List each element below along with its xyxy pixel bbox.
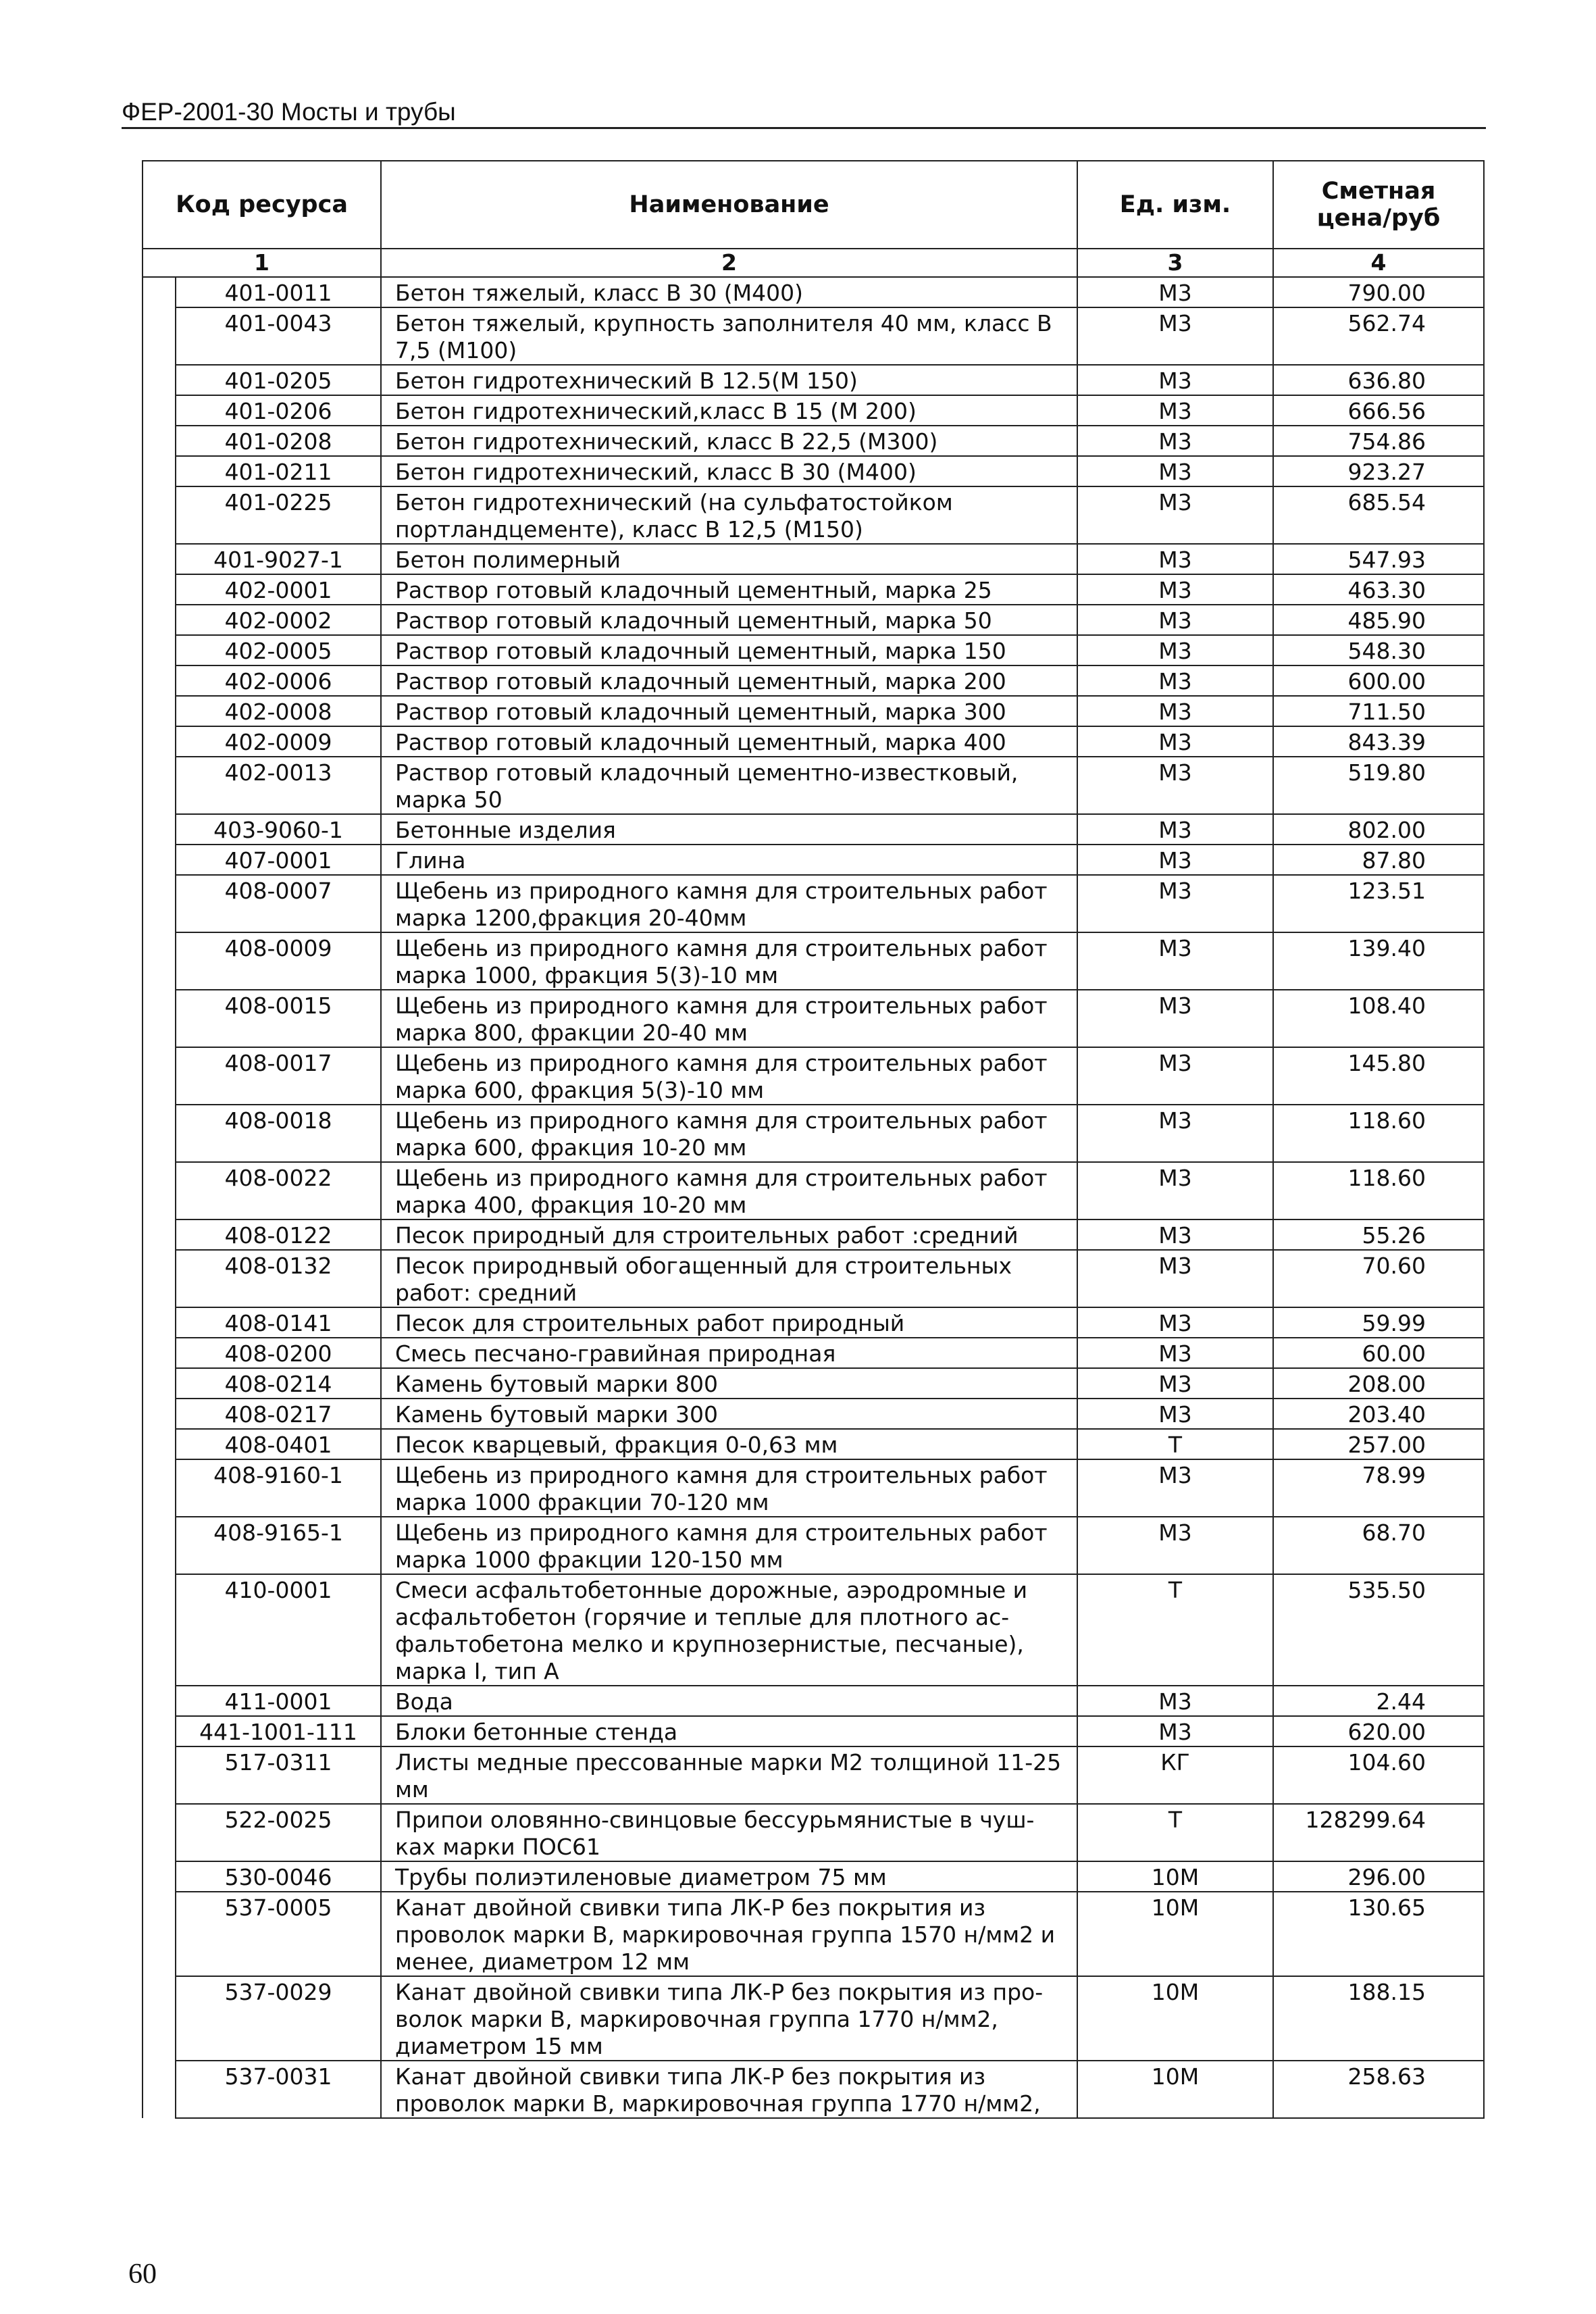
resource-price: 923.27 xyxy=(1273,456,1484,486)
row-margin-cell xyxy=(143,990,176,1047)
resource-unit: М3 xyxy=(1077,456,1273,486)
resource-price: 59.99 xyxy=(1273,1307,1484,1338)
row-margin-cell xyxy=(143,1976,176,2061)
resource-unit: М3 xyxy=(1077,635,1273,665)
row-margin-cell xyxy=(143,605,176,635)
resource-code: 410-0001 xyxy=(176,1574,381,1686)
table-row xyxy=(143,696,1484,726)
resource-unit: 10М xyxy=(1077,1976,1273,2061)
resource-unit: М3 xyxy=(1077,814,1273,845)
table-row xyxy=(143,814,1484,845)
row-margin-cell xyxy=(143,544,176,574)
resource-unit: М3 xyxy=(1077,726,1273,757)
resource-name: Глина xyxy=(381,845,1077,875)
resource-code: 401-0211 xyxy=(176,456,381,486)
table-row xyxy=(143,277,1484,307)
resource-price: 519.80 xyxy=(1273,757,1484,814)
resource-code: 408-0214 xyxy=(176,1368,381,1399)
column-number-4: 4 xyxy=(1273,249,1484,277)
resource-code: 402-0005 xyxy=(176,635,381,665)
resource-price: 562.74 xyxy=(1273,307,1484,365)
resource-price: 145.80 xyxy=(1273,1047,1484,1105)
resource-name: Раствор готовый кладочный цементно-известковый, марка 50 xyxy=(381,757,1077,814)
resource-name: Щебень из природного камня для строительных работ марка 600, фракция 10-20 мм xyxy=(381,1105,1077,1162)
resource-price: 2.44 xyxy=(1273,1686,1484,1716)
row-margin-cell xyxy=(143,665,176,696)
row-margin-cell xyxy=(143,307,176,365)
table-row xyxy=(143,2061,1484,2118)
row-margin-cell xyxy=(143,1517,176,1574)
resource-name: Канат двойной свивки типа ЛК-Р без покрытия из проволок марки В, маркировочная группа 1570 н/мм2 и менее, диаметром 12 мм xyxy=(381,1892,1077,1976)
resource-price: 296.00 xyxy=(1273,1861,1484,1892)
table-row xyxy=(143,1429,1484,1459)
table-row xyxy=(143,1368,1484,1399)
resource-unit: М3 xyxy=(1077,426,1273,456)
resource-name: Вода xyxy=(381,1686,1077,1716)
table-header-row xyxy=(143,161,1484,249)
table-row xyxy=(143,574,1484,605)
row-margin-cell xyxy=(143,1219,176,1250)
resource-code: 402-0001 xyxy=(176,574,381,605)
row-margin-cell xyxy=(143,1047,176,1105)
resource-name: Щебень из природного камня для строительных работ марка 600, фракция 5(3)-10 мм xyxy=(381,1047,1077,1105)
resource-name: Щебень из природного камня для строительных работ марка 400, фракция 10-20 мм xyxy=(381,1162,1077,1219)
resource-name: Бетон тяжелый, крупность заполнителя 40 мм, класс В 7,5 (М100) xyxy=(381,307,1077,365)
resource-name: Канат двойной свивки типа ЛК-Р без покрытия из проволок марки В, маркировочная группа 1770 н/мм2, xyxy=(381,2061,1077,2118)
table-row xyxy=(143,757,1484,814)
table-row xyxy=(143,365,1484,395)
table-row xyxy=(143,845,1484,875)
resource-name: Бетон гидротехнический, класс В 22,5 (М300) xyxy=(381,426,1077,456)
resource-table xyxy=(142,160,1483,2119)
resource-name: Раствор готовый кладочный цементный, марка 400 xyxy=(381,726,1077,757)
resource-unit: М3 xyxy=(1077,1517,1273,1574)
table-row xyxy=(143,307,1484,365)
resource-name: Щебень из природного камня для строительных работ марка 800, фракции 20-40 мм xyxy=(381,990,1077,1047)
resource-code: 408-0401 xyxy=(176,1429,381,1459)
resource-code: 402-0013 xyxy=(176,757,381,814)
resource-code: 401-0043 xyxy=(176,307,381,365)
table-row xyxy=(143,932,1484,990)
table-row xyxy=(143,635,1484,665)
resource-price: 139.40 xyxy=(1273,932,1484,990)
resource-unit: М3 xyxy=(1077,277,1273,307)
resource-code: 408-0017 xyxy=(176,1047,381,1105)
table-row xyxy=(143,1686,1484,1716)
table-row xyxy=(143,1338,1484,1368)
row-margin-cell xyxy=(143,1746,176,1804)
resource-unit: М3 xyxy=(1077,1338,1273,1368)
table-row xyxy=(143,605,1484,635)
resource-price: 754.86 xyxy=(1273,426,1484,456)
page-header: ФЕР-2001-30 Мосты и трубы xyxy=(122,99,1486,129)
resource-price: 548.30 xyxy=(1273,635,1484,665)
resource-unit: М3 xyxy=(1077,696,1273,726)
resource-code: 402-0002 xyxy=(176,605,381,635)
resource-unit: М3 xyxy=(1077,757,1273,814)
resource-unit: М3 xyxy=(1077,1459,1273,1517)
resource-price: 843.39 xyxy=(1273,726,1484,757)
resource-unit: М3 xyxy=(1077,544,1273,574)
resource-name: Песок для строительных работ природный xyxy=(381,1307,1077,1338)
row-margin-cell xyxy=(143,2061,176,2118)
row-margin-cell xyxy=(143,696,176,726)
table-row xyxy=(143,456,1484,486)
resource-unit: М3 xyxy=(1077,1716,1273,1746)
resource-code: 537-0031 xyxy=(176,2061,381,2118)
resource-code: 401-9027-1 xyxy=(176,544,381,574)
resource-unit: М3 xyxy=(1077,990,1273,1047)
resource-name: Песок природнвый обогащенный для строительных работ: средний xyxy=(381,1250,1077,1307)
resource-unit: М3 xyxy=(1077,1686,1273,1716)
column-number-1: 1 xyxy=(143,249,381,277)
resource-name: Щебень из природного камня для строительных работ марка 1000, фракция 5(3)-10 мм xyxy=(381,932,1077,990)
resource-price: 128299.64 xyxy=(1273,1804,1484,1861)
resource-price: 600.00 xyxy=(1273,665,1484,696)
resource-unit: 10М xyxy=(1077,1892,1273,1976)
resource-price: 802.00 xyxy=(1273,814,1484,845)
resource-code: 408-0200 xyxy=(176,1338,381,1368)
resource-price: 711.50 xyxy=(1273,696,1484,726)
resource-unit: 10М xyxy=(1077,1861,1273,1892)
resource-code: 401-0208 xyxy=(176,426,381,456)
resource-code: 530-0046 xyxy=(176,1861,381,1892)
resource-name: Бетон тяжелый, класс В 30 (М400) xyxy=(381,277,1077,307)
row-margin-cell xyxy=(143,456,176,486)
resource-unit: М3 xyxy=(1077,1307,1273,1338)
row-margin-cell xyxy=(143,1861,176,1892)
row-margin-cell xyxy=(143,365,176,395)
table-row xyxy=(143,426,1484,456)
column-header-price-text: Сметная цена/руб xyxy=(1316,178,1441,232)
resource-price: 203.40 xyxy=(1273,1399,1484,1429)
resource-name: Камень бутовый марки 300 xyxy=(381,1399,1077,1429)
resource-code: 408-0015 xyxy=(176,990,381,1047)
row-margin-cell xyxy=(143,277,176,307)
row-margin-cell xyxy=(143,486,176,544)
resource-unit: М3 xyxy=(1077,1250,1273,1307)
resource-name: Раствор готовый кладочный цементный, марка 150 xyxy=(381,635,1077,665)
resource-code: 522-0025 xyxy=(176,1804,381,1861)
resource-code: 402-0008 xyxy=(176,696,381,726)
resource-unit: Т xyxy=(1077,1574,1273,1686)
table-row xyxy=(143,544,1484,574)
table-row xyxy=(143,1399,1484,1429)
resource-code: 537-0029 xyxy=(176,1976,381,2061)
resource-name: Смеси асфальтобетонные дорожные, аэродромные и асфальтобетон (горячие и теплые для плотного ас-фальтобетона мелко и крупнозернистые, песчаные), марка I, тип А xyxy=(381,1574,1077,1686)
resource-code: 403-9060-1 xyxy=(176,814,381,845)
resource-unit: М3 xyxy=(1077,1047,1273,1105)
resource-price: 55.26 xyxy=(1273,1219,1484,1250)
row-margin-cell xyxy=(143,635,176,665)
table-row xyxy=(143,726,1484,757)
resource-code: 408-0009 xyxy=(176,932,381,990)
resource-price: 70.60 xyxy=(1273,1250,1484,1307)
table-row xyxy=(143,1574,1484,1686)
resource-price: 188.15 xyxy=(1273,1976,1484,2061)
resource-price: 790.00 xyxy=(1273,277,1484,307)
resource-code: 408-0018 xyxy=(176,1105,381,1162)
resource-price: 685.54 xyxy=(1273,486,1484,544)
row-margin-cell xyxy=(143,574,176,605)
resource-unit: М3 xyxy=(1077,665,1273,696)
resource-price: 123.51 xyxy=(1273,875,1484,932)
table-row xyxy=(143,875,1484,932)
table-row xyxy=(143,1892,1484,1976)
row-margin-cell xyxy=(143,1429,176,1459)
resource-unit: М3 xyxy=(1077,1399,1273,1429)
resource-name: Бетон полимерный xyxy=(381,544,1077,574)
resource-unit: М3 xyxy=(1077,486,1273,544)
resource-code: 408-0022 xyxy=(176,1162,381,1219)
resource-price: 130.65 xyxy=(1273,1892,1484,1976)
resource-price: 108.40 xyxy=(1273,990,1484,1047)
resource-name: Бетон гидротехнический,класс В 15 (М 200) xyxy=(381,395,1077,426)
resource-code: 401-0205 xyxy=(176,365,381,395)
row-margin-cell xyxy=(143,1338,176,1368)
row-margin-cell xyxy=(143,1459,176,1517)
resource-name: Трубы полиэтиленовые диаметром 75 мм xyxy=(381,1861,1077,1892)
resource-name: Щебень из природного камня для строительных работ марка 1200,фракция 20-40мм xyxy=(381,875,1077,932)
table-row xyxy=(143,665,1484,696)
table-row xyxy=(143,1307,1484,1338)
resource-unit: КГ xyxy=(1077,1746,1273,1804)
resource-price: 620.00 xyxy=(1273,1716,1484,1746)
table-row xyxy=(143,1250,1484,1307)
resource-name: Щебень из природного камня для строительных работ марка 1000 фракции 120-150 мм xyxy=(381,1517,1077,1574)
resource-unit: М3 xyxy=(1077,395,1273,426)
row-margin-cell xyxy=(143,1105,176,1162)
resource-price: 87.80 xyxy=(1273,845,1484,875)
table-row xyxy=(143,1105,1484,1162)
resource-unit: М3 xyxy=(1077,365,1273,395)
row-margin-cell xyxy=(143,1368,176,1399)
column-number-row xyxy=(143,249,1484,277)
resource-code: 408-0141 xyxy=(176,1307,381,1338)
resource-code: 408-9160-1 xyxy=(176,1459,381,1517)
resource-name: Бетонные изделия xyxy=(381,814,1077,845)
column-number-3: 3 xyxy=(1077,249,1273,277)
resource-price: 485.90 xyxy=(1273,605,1484,635)
row-margin-cell xyxy=(143,1686,176,1716)
resource-code: 401-0225 xyxy=(176,486,381,544)
resource-code: 408-0007 xyxy=(176,875,381,932)
resource-price: 547.93 xyxy=(1273,544,1484,574)
resource-code: 401-0011 xyxy=(176,277,381,307)
resource-unit: М3 xyxy=(1077,932,1273,990)
column-header-code: Код ресурса xyxy=(143,161,381,249)
column-header-unit: Ед. изм. xyxy=(1077,161,1273,249)
table-row xyxy=(143,990,1484,1047)
resource-unit: 10М xyxy=(1077,2061,1273,2118)
column-number-2: 2 xyxy=(381,249,1077,277)
resource-name: Песок природный для строительных работ :средний xyxy=(381,1219,1077,1250)
resource-code: 402-0006 xyxy=(176,665,381,696)
table-row xyxy=(143,1746,1484,1804)
resource-unit: М3 xyxy=(1077,1219,1273,1250)
resource-code: 401-0206 xyxy=(176,395,381,426)
resource-price: 68.70 xyxy=(1273,1517,1484,1574)
resource-name: Блоки бетонные стенда xyxy=(381,1716,1077,1746)
row-margin-cell xyxy=(143,757,176,814)
table-row xyxy=(143,395,1484,426)
row-margin-cell xyxy=(143,726,176,757)
resource-name: Щебень из природного камня для строительных работ марка 1000 фракции 70-120 мм xyxy=(381,1459,1077,1517)
table-row xyxy=(143,1517,1484,1574)
resource-name: Припои оловянно-свинцовые бессурьмянистые в чуш-ках марки ПОС61 xyxy=(381,1804,1077,1861)
resource-price: 666.56 xyxy=(1273,395,1484,426)
resource-code: 407-0001 xyxy=(176,845,381,875)
row-margin-cell xyxy=(143,1307,176,1338)
table-row xyxy=(143,486,1484,544)
resource-name: Бетон гидротехнический В 12.5(М 150) xyxy=(381,365,1077,395)
resource-price: 78.99 xyxy=(1273,1459,1484,1517)
row-margin-cell xyxy=(143,845,176,875)
row-margin-cell xyxy=(143,1250,176,1307)
resource-price: 104.60 xyxy=(1273,1746,1484,1804)
resource-name: Камень бутовый марки 800 xyxy=(381,1368,1077,1399)
table-row xyxy=(143,1162,1484,1219)
resource-price: 208.00 xyxy=(1273,1368,1484,1399)
page-number: 60 xyxy=(128,2259,157,2290)
row-margin-cell xyxy=(143,1892,176,1976)
resource-price: 463.30 xyxy=(1273,574,1484,605)
resource-unit: М3 xyxy=(1077,1105,1273,1162)
resource-name: Раствор готовый кладочный цементный, марка 25 xyxy=(381,574,1077,605)
table-row xyxy=(143,1219,1484,1250)
row-margin-cell xyxy=(143,1162,176,1219)
row-margin-cell xyxy=(143,1574,176,1686)
resource-name: Бетон гидротехнический, класс В 30 (М400) xyxy=(381,456,1077,486)
resource-code: 402-0009 xyxy=(176,726,381,757)
resource-name: Раствор готовый кладочный цементный, марка 300 xyxy=(381,696,1077,726)
row-margin-cell xyxy=(143,814,176,845)
row-margin-cell xyxy=(143,875,176,932)
row-margin-cell xyxy=(143,1804,176,1861)
column-header-price xyxy=(1273,161,1484,249)
table-row xyxy=(143,1804,1484,1861)
row-margin-cell xyxy=(143,932,176,990)
column-header-name: Наименование xyxy=(381,161,1077,249)
resource-name: Смесь песчано-гравийная природная xyxy=(381,1338,1077,1368)
resource-code: 441-1001-111 xyxy=(176,1716,381,1746)
resource-code: 411-0001 xyxy=(176,1686,381,1716)
resource-name: Песок кварцевый, фракция 0-0,63 мм xyxy=(381,1429,1077,1459)
resource-unit: Т xyxy=(1077,1429,1273,1459)
resource-code: 537-0005 xyxy=(176,1892,381,1976)
resource-unit: М3 xyxy=(1077,574,1273,605)
resource-code: 408-9165-1 xyxy=(176,1517,381,1574)
resource-price: 118.60 xyxy=(1273,1105,1484,1162)
table-row xyxy=(143,1976,1484,2061)
resource-unit: Т xyxy=(1077,1804,1273,1861)
resource-unit: М3 xyxy=(1077,875,1273,932)
row-margin-cell xyxy=(143,426,176,456)
row-margin-cell xyxy=(143,395,176,426)
resource-price: 257.00 xyxy=(1273,1429,1484,1459)
table-row xyxy=(143,1861,1484,1892)
resource-code: 408-0132 xyxy=(176,1250,381,1307)
resource-price: 60.00 xyxy=(1273,1338,1484,1368)
table-row xyxy=(143,1047,1484,1105)
resource-code: 517-0311 xyxy=(176,1746,381,1804)
row-margin-cell xyxy=(143,1716,176,1746)
table-row xyxy=(143,1716,1484,1746)
resource-name: Канат двойной свивки типа ЛК-Р без покрытия из про-волок марки В, маркировочная группа 1770 н/мм2, диаметром 15 мм xyxy=(381,1976,1077,2061)
resource-name: Бетон гидротехнический (на сульфатостойком портландцементе), класс В 12,5 (М150) xyxy=(381,486,1077,544)
resource-unit: М3 xyxy=(1077,307,1273,365)
resource-price: 636.80 xyxy=(1273,365,1484,395)
table-row xyxy=(143,1459,1484,1517)
resource-price: 535.50 xyxy=(1273,1574,1484,1686)
resource-code: 408-0217 xyxy=(176,1399,381,1429)
resource-name: Раствор готовый кладочный цементный, марка 200 xyxy=(381,665,1077,696)
resource-name: Раствор готовый кладочный цементный, марка 50 xyxy=(381,605,1077,635)
resource-unit: М3 xyxy=(1077,1162,1273,1219)
resource-name: Листы медные прессованные марки М2 толщиной 11-25 мм xyxy=(381,1746,1077,1804)
resource-unit: М3 xyxy=(1077,1368,1273,1399)
row-margin-cell xyxy=(143,1399,176,1429)
resource-unit: М3 xyxy=(1077,605,1273,635)
resource-unit: М3 xyxy=(1077,845,1273,875)
resource-price: 118.60 xyxy=(1273,1162,1484,1219)
resource-code: 408-0122 xyxy=(176,1219,381,1250)
resource-price: 258.63 xyxy=(1273,2061,1484,2118)
